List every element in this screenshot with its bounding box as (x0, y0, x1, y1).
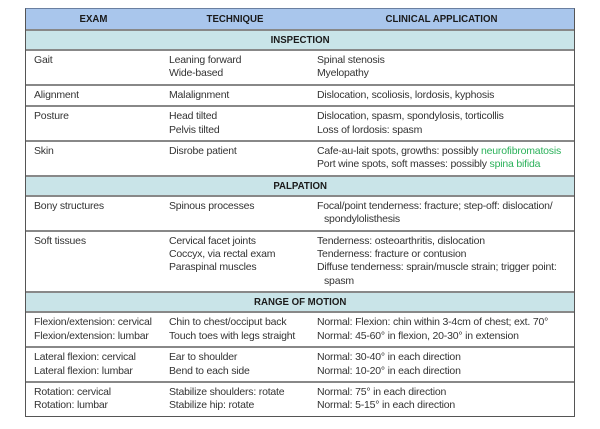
clinical-cell: Spinal stenosis (317, 54, 385, 66)
technique-cell: Paraspinal muscles (169, 261, 257, 274)
technique-cell: Spinous processes (169, 199, 255, 212)
technique-cell: Pelvis tilted (169, 123, 220, 136)
table-row-lateral-flexion (26, 346, 574, 381)
clinical-cell (317, 145, 574, 158)
clinical-cell: Tenderness: osteoarthritis, dislocation (317, 234, 485, 247)
table-header-row (26, 9, 574, 29)
table-row-skin (26, 140, 574, 175)
clinical-cell: Normal: 30-40° in each direction (317, 351, 461, 364)
exam-cell: Flexion/extension: lumbar (34, 329, 149, 342)
technique-cell: Ear to shoulder (169, 351, 238, 364)
technique-cell: Head tilted (169, 110, 217, 123)
technique-cell: Chin to chest/occiput back (169, 316, 287, 329)
table-row-rotation (26, 381, 574, 416)
exam-cell: Posture (34, 110, 69, 123)
section-title: INSPECTION (270, 34, 330, 46)
technique-cell: Wide-based (169, 67, 224, 80)
exam-cell: Alignment (34, 88, 79, 101)
clinical-cell: Dislocation, spasm, spondylosis, torticollis (317, 110, 504, 123)
clinical-text: Cafe-au-lait spots, growths: possibly (317, 145, 481, 158)
column-header-clinical-application: CLINICAL APPLICATION (385, 13, 498, 25)
section-header-palpation (26, 175, 574, 195)
exam-cell: Soft tissues (34, 234, 86, 247)
technique-cell: Coccyx, via rectal exam (169, 248, 276, 261)
clinical-cell: Diffuse tenderness: sprain/muscle strain; trigger point: (317, 261, 557, 274)
clinical-cell: Normal: 5-15° in each direction (317, 399, 456, 412)
technique-cell: Stabilize hip: rotate (169, 399, 255, 412)
exam-cell: Rotation: lumbar (34, 399, 108, 412)
technique-cell: Touch toes with legs straight (169, 329, 296, 342)
clinical-cell: Normal: Flexion: chin within 3-4cm of chest; ext. 70° (317, 316, 549, 329)
technique-cell: Stabilize shoulders: rotate (169, 385, 285, 398)
clinical-cell: Dislocation, scoliosis, lordosis, kyphosis (317, 88, 495, 101)
column-header-exam: EXAM (79, 13, 108, 25)
technique-cell: Bend to each side (169, 364, 250, 377)
clinical-cell: Tenderness: fracture or contusion (317, 248, 467, 261)
table-row-bony-structures (26, 195, 574, 230)
technique-cell: Leaning forward (169, 54, 242, 66)
column-header-technique: TECHNIQUE (206, 13, 264, 25)
exam-cell: Skin (34, 145, 54, 158)
clinical-text: Port wine spots, soft masses: possibly (317, 158, 490, 171)
technique-cell: Disrobe patient (169, 145, 237, 158)
clinical-cell: Normal: 10-20° in each direction (317, 364, 461, 377)
spine-exam-table (25, 8, 575, 417)
clinical-cell (317, 158, 574, 171)
clinical-cell: Loss of lordosis: spasm (317, 123, 423, 136)
table-row-alignment (26, 84, 574, 105)
exam-cell: Flexion/extension: cervical (34, 316, 152, 329)
exam-cell: Lateral flexion: lumbar (34, 364, 133, 377)
section-header-inspection (26, 29, 574, 49)
clinical-cell: Normal: 45-60° in flexion, 20-30° in extension (317, 329, 519, 342)
table-row-gait (26, 49, 574, 84)
clinical-cell: Normal: 75° in each direction (317, 385, 447, 398)
exam-cell: Bony structures (34, 199, 104, 212)
clinical-cell: spasm (324, 274, 354, 287)
table-row-soft-tissues (26, 230, 574, 292)
link-neurofibromatosis[interactable]: neurofibromatosis (480, 145, 562, 158)
table-row-flexion-extension (26, 311, 574, 346)
technique-cell: Malalignment (169, 88, 230, 101)
exam-cell: Rotation: cervical (34, 385, 111, 398)
clinical-cell: Myelopathy (317, 67, 369, 80)
clinical-cell: Focal/point tenderness: fracture; step-off: dislocation/ (317, 199, 553, 212)
exam-cell: Lateral flexion: cervical (34, 351, 136, 364)
clinical-cell: spondylolisthesis (324, 213, 400, 226)
technique-cell: Cervical facet joints (169, 234, 256, 247)
section-title: RANGE OF MOTION (253, 296, 347, 309)
exam-cell: Gait (34, 54, 53, 66)
section-header-range-of-motion (26, 291, 574, 311)
link-spina-bifida[interactable]: spina bifida (489, 158, 541, 171)
table-row-posture (26, 105, 574, 140)
section-title: PALPATION (273, 179, 327, 192)
